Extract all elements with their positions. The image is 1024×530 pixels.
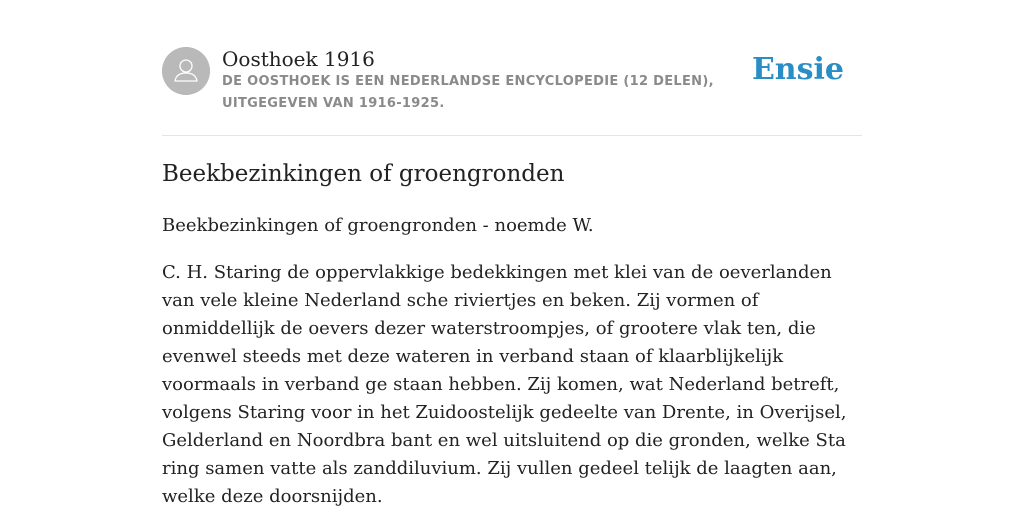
header-divider (162, 135, 862, 136)
article-body (162, 212, 864, 530)
ensie-logo[interactable]: Ensie (751, 52, 844, 87)
article-title: Beekbezinkingen of groengronden (162, 161, 565, 187)
article-paragraph: C. H. Staring de oppervlakkige bedekkingen met klei van de oeverlanden van vele kleine Nederland sche riviertjes en beken. Zij vormen of onmiddellijk de oevers dezer waterstroompjes, of grootere vlak ten, die evenwel steeds met deze wateren in verband staan of klaarblijkelijk voormaals in verband ge staan hebben. Zij komen, wat Nederland betreft, volgens Staring voor in het Zuidoostelijk gedeelte van Drente, in Overijsel, Gelderland en Noordbra bant en wel uitsluitend op die gronden, welke Sta ring samen vatte als zanddiluvium. Zij vullen gedeel telijk de laagten aan, welke deze doorsnijden. (162, 262, 847, 507)
user-placeholder-icon (162, 47, 210, 95)
source-description: DE OOSTHOEK IS EEN NEDERLANDSE ENCYCLOPEDIE (12 DELEN), UITGEGEVEN VAN 1916-1925. (222, 74, 714, 111)
source-avatar[interactable] (162, 47, 210, 95)
source-header (162, 46, 862, 136)
article-paragraph: Beekbezinkingen of groengronden - noemde W. (162, 215, 594, 236)
source-title[interactable]: Oosthoek 1916 (222, 47, 375, 71)
